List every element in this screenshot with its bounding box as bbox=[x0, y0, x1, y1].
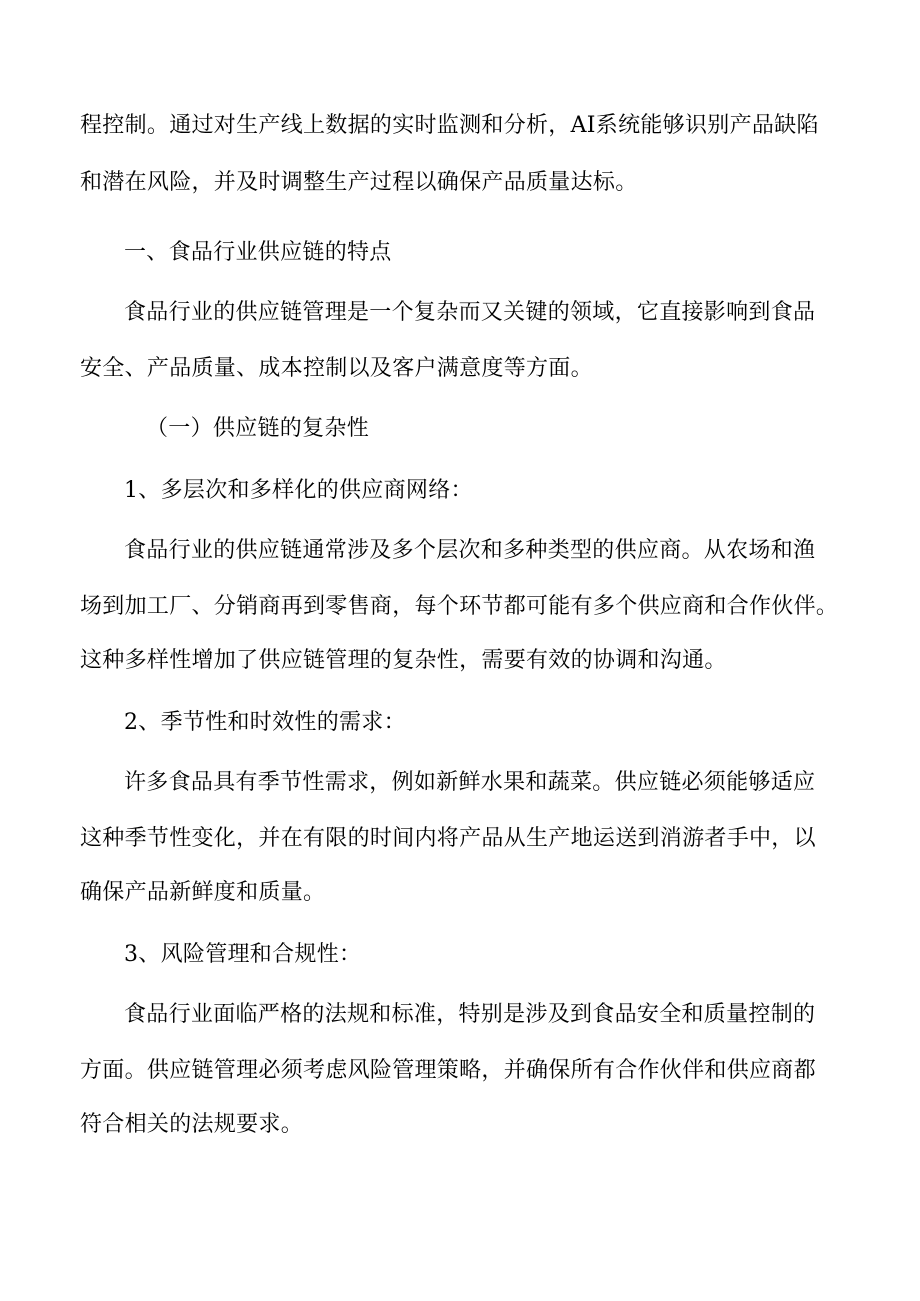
text-line: 程控制。通过对生产线上数据的实时监测和分析，AI系统能够识别产品缺陷 bbox=[80, 113, 819, 138]
text-line: 许多食品具有季节性需求，例如新鲜水果和蔬菜。供应链必须能够适应 bbox=[124, 770, 816, 795]
text-line: 符合相关的法规要求。 bbox=[80, 1112, 304, 1137]
text-line: 食品行业面临严格的法规和标准，特别是涉及到食品安全和质量控制的 bbox=[124, 1002, 816, 1027]
text-line: 食品行业的供应链管理是一个复杂而又关键的领域，它直接影响到食品 bbox=[124, 300, 816, 325]
heading-line: 1、多层次和多样化的供应商网络： bbox=[124, 478, 473, 503]
text-line: 方面。供应链管理必须考虑风险管理策略，并确保所有合作伙伴和供应商都 bbox=[80, 1058, 816, 1083]
heading-line: 3、风险管理和合规性： bbox=[124, 942, 362, 967]
text-line: 这种多样性增加了供应链管理的复杂性，需要有效的协调和沟通。 bbox=[80, 648, 727, 673]
text-line: 食品行业的供应链通常涉及多个层次和多种类型的供应商。从农场和渔 bbox=[124, 538, 816, 563]
text-line: 场到加工厂、分销商再到零售商，每个环节都可能有多个供应商和合作伙伴。 bbox=[80, 594, 839, 619]
heading-line: 2、季节性和时效性的需求： bbox=[124, 710, 406, 735]
text-line: 确保产品新鲜度和质量。 bbox=[80, 880, 326, 905]
text-line: 安全、产品质量、成本控制以及客户满意度等方面。 bbox=[80, 356, 593, 381]
heading-line: （一）供应链的复杂性 bbox=[146, 416, 370, 441]
text-line: 这种季节性变化，并在有限的时间内将产品从生产地运送到消游者手中，以 bbox=[80, 826, 816, 851]
text-line: 和潜在风险，并及时调整生产过程以确保产品质量达标。 bbox=[80, 170, 638, 195]
heading-line: 一、食品行业供应链的特点 bbox=[124, 240, 392, 265]
